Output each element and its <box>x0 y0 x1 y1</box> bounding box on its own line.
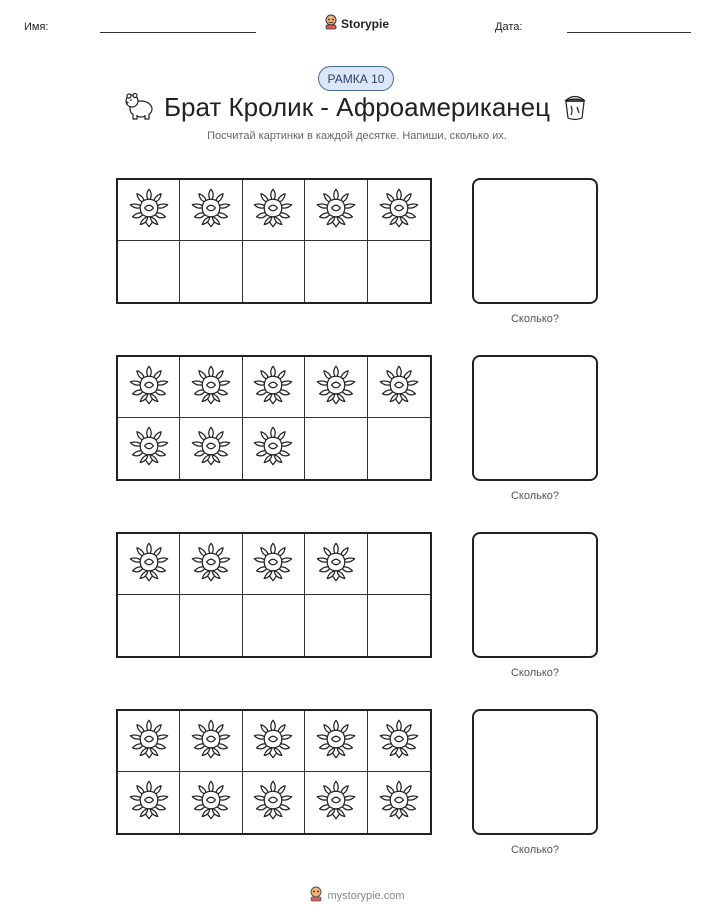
ten-frame-4 <box>116 709 432 835</box>
bush-icon <box>127 186 171 235</box>
bush-icon <box>314 778 358 827</box>
ten-frame-cell <box>305 357 367 418</box>
bush-icon <box>314 540 358 589</box>
footer <box>0 886 714 905</box>
bush-icon <box>251 186 295 235</box>
frame-badge: РАМКА 10 <box>318 66 394 91</box>
ten-frame-2 <box>116 355 432 481</box>
bush-icon <box>377 717 421 766</box>
how-many-label: Сколько? <box>510 490 560 502</box>
bucket-icon <box>562 92 588 127</box>
how-many-label: Сколько? <box>510 313 560 325</box>
answer-box-4[interactable] <box>472 709 598 835</box>
ten-frame-cell <box>118 180 180 241</box>
bush-icon <box>189 363 233 412</box>
bush-icon <box>251 363 295 412</box>
bush-icon <box>377 186 421 235</box>
ten-frame-cell <box>180 772 242 833</box>
ten-frame-cell <box>368 241 430 302</box>
ten-frame-cell <box>305 241 367 302</box>
ten-frame-cell <box>305 534 367 595</box>
date-label: Дата: <box>495 21 523 33</box>
bush-icon <box>127 540 171 589</box>
ten-frame-cell <box>305 595 367 656</box>
ten-frame-cell <box>243 711 305 772</box>
footer-site: mystorypie.com <box>327 889 405 902</box>
ten-frame-cell <box>243 595 305 656</box>
ten-frame-cell <box>118 534 180 595</box>
bush-icon <box>189 186 233 235</box>
bush-icon <box>127 778 171 827</box>
ten-frame-cell <box>305 418 367 479</box>
how-many-label: Сколько? <box>510 667 560 679</box>
bush-icon <box>251 540 295 589</box>
ten-frame-cell <box>180 241 242 302</box>
how-many-label: Сколько? <box>510 844 560 856</box>
bush-icon <box>251 778 295 827</box>
page-title: Брат Кролик - Афроамериканец <box>163 92 551 122</box>
bush-icon <box>127 363 171 412</box>
ten-frame-cell <box>118 418 180 479</box>
answer-box-1[interactable] <box>472 178 598 304</box>
instructions: Посчитай картинки в каждой десятке. Напиши, сколько их. <box>207 130 507 142</box>
ten-frame-cell <box>243 241 305 302</box>
bush-icon <box>189 540 233 589</box>
answer-box-2[interactable] <box>472 355 598 481</box>
answer-box-3[interactable] <box>472 532 598 658</box>
ten-frame-cell <box>118 595 180 656</box>
ten-frame-cell <box>305 711 367 772</box>
ten-frame-cell <box>368 418 430 479</box>
ten-frame-cell <box>243 357 305 418</box>
ten-frame-cell <box>368 534 430 595</box>
ten-frame-cell <box>243 772 305 833</box>
bush-icon <box>314 186 358 235</box>
name-line[interactable] <box>100 32 256 33</box>
ten-frame-cell <box>243 534 305 595</box>
bush-icon <box>127 717 171 766</box>
ten-frame-cell <box>118 241 180 302</box>
name-label: Имя: <box>24 21 49 33</box>
brand-logo <box>324 14 389 33</box>
ten-frame-1 <box>116 178 432 304</box>
ten-frame-cell <box>305 772 367 833</box>
bush-icon <box>377 363 421 412</box>
ten-frame-cell <box>118 711 180 772</box>
storypie-logo-icon <box>324 14 338 33</box>
ten-frame-cell <box>180 595 242 656</box>
brand-name: Storypie <box>341 16 390 31</box>
ten-frame-cell <box>368 772 430 833</box>
ten-frame-cell <box>118 357 180 418</box>
ten-frame-cell <box>180 711 242 772</box>
ten-frame-cell <box>368 711 430 772</box>
bush-icon <box>189 424 233 473</box>
ten-frame-cell <box>180 534 242 595</box>
date-line[interactable] <box>567 32 691 33</box>
ten-frame-cell <box>118 772 180 833</box>
bush-icon <box>189 778 233 827</box>
storypie-footer-icon <box>309 886 323 905</box>
ten-frame-cell <box>180 357 242 418</box>
bush-icon <box>127 424 171 473</box>
ten-frame-cell <box>368 180 430 241</box>
bush-icon <box>377 778 421 827</box>
bush-icon <box>189 717 233 766</box>
ten-frame-cell <box>368 357 430 418</box>
bush-icon <box>251 424 295 473</box>
bush-icon <box>314 363 358 412</box>
ten-frame-cell <box>305 180 367 241</box>
ten-frame-cell <box>243 180 305 241</box>
bush-icon <box>251 717 295 766</box>
ten-frame-cell <box>180 418 242 479</box>
ten-frame-cell <box>243 418 305 479</box>
ten-frame-cell <box>180 180 242 241</box>
bush-icon <box>314 717 358 766</box>
ten-frame-cell <box>368 595 430 656</box>
ten-frame-3 <box>116 532 432 658</box>
